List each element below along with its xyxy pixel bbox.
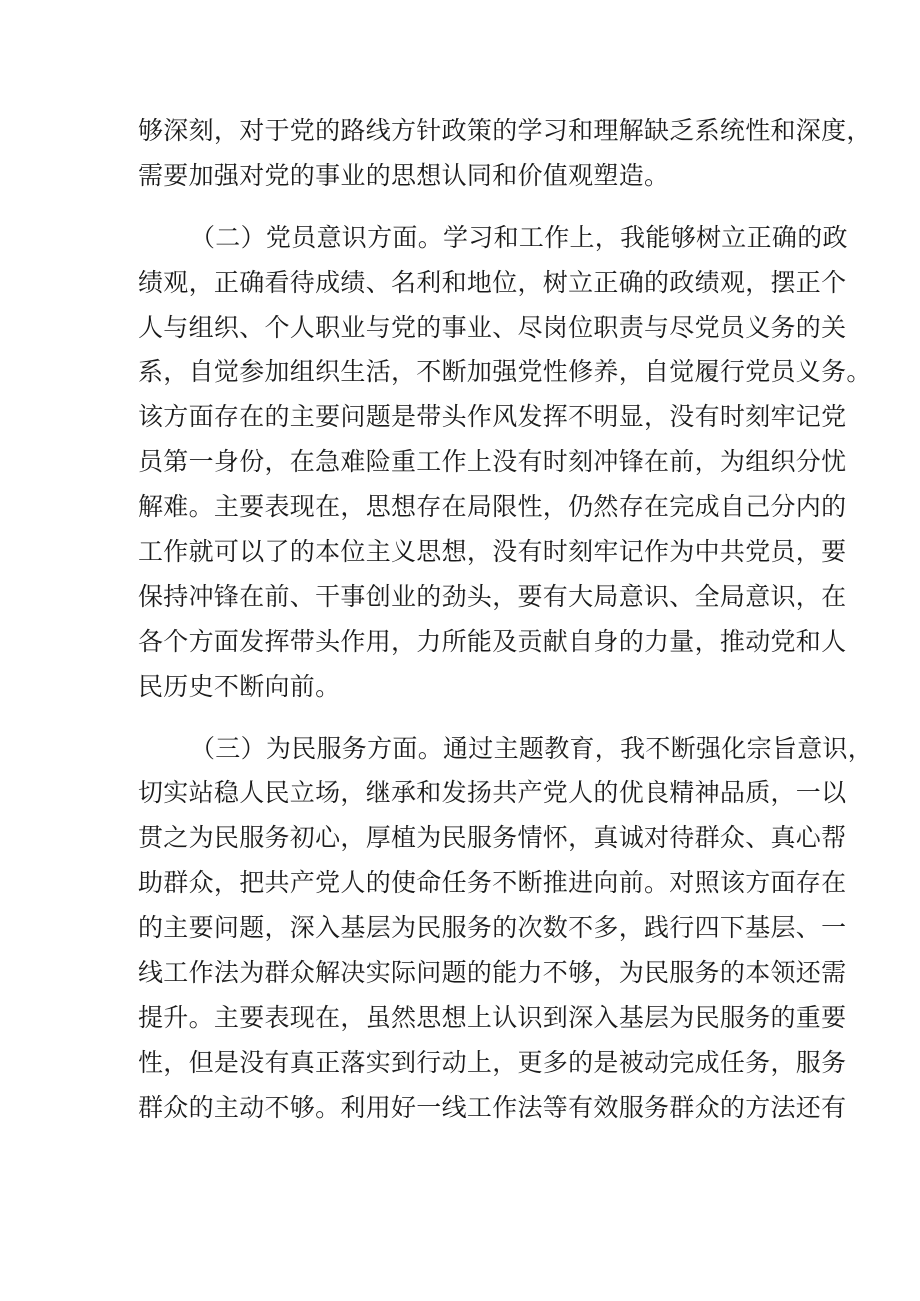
- paragraph-line: （三）为民服务方面。通过主题教育，我不断强化宗旨意识，: [190, 733, 874, 763]
- paragraph-line: 解难。主要表现在，思想存在局限性，仍然存在完成自己分内的: [138, 492, 847, 522]
- paragraph-line: 保持冲锋在前、干事创业的劲头，要有大局意识、全局意识，在: [138, 581, 847, 611]
- paragraph-line: 够深刻，对于党的路线方针政策的学习和理解缺乏系统性和深度，: [138, 116, 872, 145]
- paragraph-1: [138, 109, 872, 199]
- paragraph-line: 提升。主要表现在，虽然思想上认识到深入基层为民服务的重要: [138, 1002, 847, 1032]
- paragraph-line: 贯之为民服务初心，厚植为民服务情怀，真诚对待群众、真心帮: [138, 823, 847, 853]
- paragraph-2: [138, 216, 872, 710]
- paragraph-line: 性，但是没有真正落实到行动上，更多的是被动完成任务，服务: [138, 1047, 847, 1077]
- document-body: [138, 109, 874, 1131]
- paragraph-line: 的主要问题，深入基层为民服务的次数不多，践行四下基层、一: [138, 913, 847, 943]
- paragraph-line: 各个方面发挥带头作用，力所能及贡献自身的力量，推动党和人: [138, 626, 847, 656]
- paragraph-line: 民历史不断向前。: [138, 671, 341, 701]
- paragraph-line: 需要加强对党的事业的思想认同和价值观塑造。: [138, 160, 670, 190]
- paragraph-spacer: [138, 199, 808, 216]
- paragraph-line: 线工作法为群众解决实际问题的能力不够，为民服务的本领还需: [138, 958, 847, 988]
- paragraph-3: [138, 727, 874, 1131]
- paragraph-line: 工作就可以了的本位主义思想，没有时刻牢记作为中共党员，要: [138, 537, 847, 567]
- paragraph-line: 系，自觉参加组织生活，不断加强党性修养，自觉履行党员义务。: [138, 357, 872, 387]
- paragraph-line: （二）党员意识方面。学习和工作上，我能够树立正确的政: [190, 222, 848, 252]
- paragraph-line: 切实站稳人民立场，继承和发扬共产党人的优良精神品质，一以: [138, 778, 847, 808]
- paragraph-line: 群众的主动不够。利用好一线工作法等有效服务群众的方法还有: [138, 1092, 847, 1122]
- paragraph-line: 人与组织、个人职业与党的事业、尽岗位职责与尽党员义务的关: [138, 312, 847, 342]
- paragraph-line: 助群众，把共产党人的使命任务不断推进向前。对照该方面存在: [138, 868, 847, 898]
- paragraph-line: 员第一身份，在急难险重工作上没有时刻冲锋在前，为组织分忧: [138, 447, 847, 477]
- paragraph-line: 该方面存在的主要问题是带头作风发挥不明显，没有时刻牢记党: [138, 402, 847, 432]
- paragraph-line: 绩观，正确看待成绩、名利和地位，树立正确的政绩观，摆正个: [138, 267, 847, 297]
- paragraph-spacer: [138, 710, 808, 727]
